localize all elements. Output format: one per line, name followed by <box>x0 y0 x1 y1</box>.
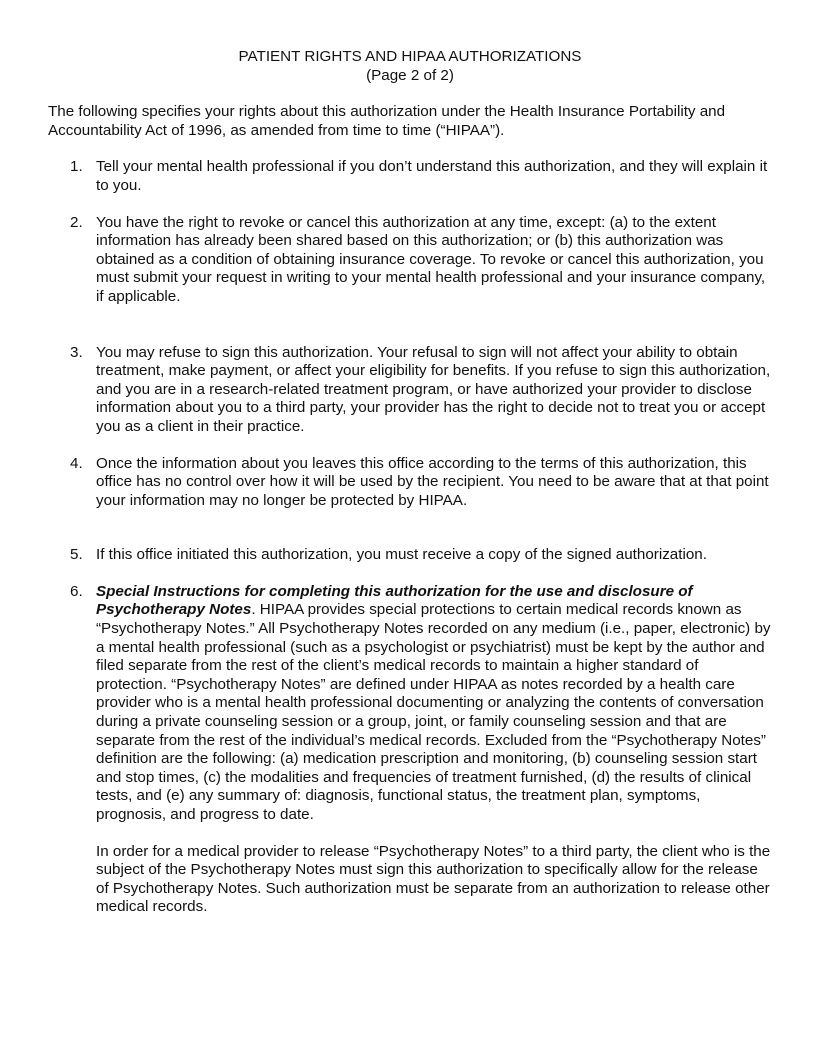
special-instructions-paragraph <box>96 583 772 825</box>
list-item <box>48 455 772 511</box>
intro-paragraph: The following specifies your rights about this authorization under the Health Insurance Portability and Accountability Act of 1996, as amended from time to time (“HIPAA”). <box>48 103 726 139</box>
document-title: PATIENT RIGHTS AND HIPAA AUTHORIZATIONS <box>238 48 582 65</box>
release-paragraph: In order for a medical provider to release “Psychotherapy Notes” to a third party, the client who is the subject of the Psychotherapy Notes must sign this authorization to specifically allow for the release of Psychotherapy Notes. Such authorization must be separate from an authorization to release other medical records. <box>96 842 771 916</box>
list-item-text: Once the information about you leaves this office according to the terms of this authorization, this office has no control over how it will be used by the recipient. You need to be aware that at that point your information may no longer be protected by HIPAA. <box>96 454 769 509</box>
list-item-text: If this office initiated this authorization, you must receive a copy of the signed authorization. <box>96 546 707 564</box>
list-item <box>48 158 772 195</box>
list-item-text: You may refuse to sign this authorization. Your refusal to sign will not affect your ability to obtain treatment, make payment, or affect your eligibility for benefits. If you refuse to sign this authorization, and you are in a research-related treatment program, or have authorized your provider to disclose information about you to a third party, your provider has the right to decide not to treat you or accept you as a client in their practice. <box>96 343 771 435</box>
rights-list <box>48 158 772 917</box>
list-item-text: Tell your mental health professional if you don’t understand this authorization, and they will explain it to you. <box>96 158 768 194</box>
list-item-special-instructions <box>48 583 772 917</box>
list-item-number: 3. <box>70 343 83 361</box>
list-item <box>48 546 772 565</box>
page-content <box>48 48 772 917</box>
list-item-number: 4. <box>70 454 83 472</box>
list-item-number: 5. <box>70 546 83 564</box>
special-instructions-text: . HIPAA provides special protections to certain medical records known as “Psychotherapy Notes.” All Psychotherapy Notes recorded on any medium (i.e., paper, electronic) by a mental health professional (such as a psychologist or psychiatrist) must be kept by the author and filed separate from the rest of the client’s medical records to maintain a higher standard of protection. “Psychotherapy Notes” are defined under HIPAA as notes recorded by a health care provider who is a mental health professional documenting or analyzing the contents of conversation during a private counseling session or a group, joint, or family counseling session and that are separate from the rest of the individual’s medical records. Excluded from the “Psychotherapy Notes” definition are the following: (a) medication prescription and monitoring, (b) counseling session start and stop times, (c) the modalities and frequencies of treatment furnished, (d) the results of clinical tests, and (e) any summary of: diagnosis, functional status, the treatment plan, symptoms, prognosis, and progress to date. <box>96 601 771 823</box>
list-item <box>48 214 772 307</box>
special-instructions-heading: Special Instructions for completing this authorization for the use and disclosure of Psychotherapy Notes <box>96 582 693 619</box>
list-item <box>48 344 772 437</box>
document-header <box>48 48 772 85</box>
list-item-number: 1. <box>70 158 83 176</box>
document-subtitle: (Page 2 of 2) <box>366 66 454 84</box>
list-item-text: You have the right to revoke or cancel this authorization at any time, except: (a) to the extent information has already been shared based on this authorization; or (b) this authorization was obtained as a condition of obtaining insurance coverage. To revoke or cancel this authorization, you must submit your request in writing to your mental health professional and your insurance company, if applicable. <box>96 213 766 305</box>
list-item-number: 6. <box>70 582 83 600</box>
list-item-number: 2. <box>70 213 83 231</box>
